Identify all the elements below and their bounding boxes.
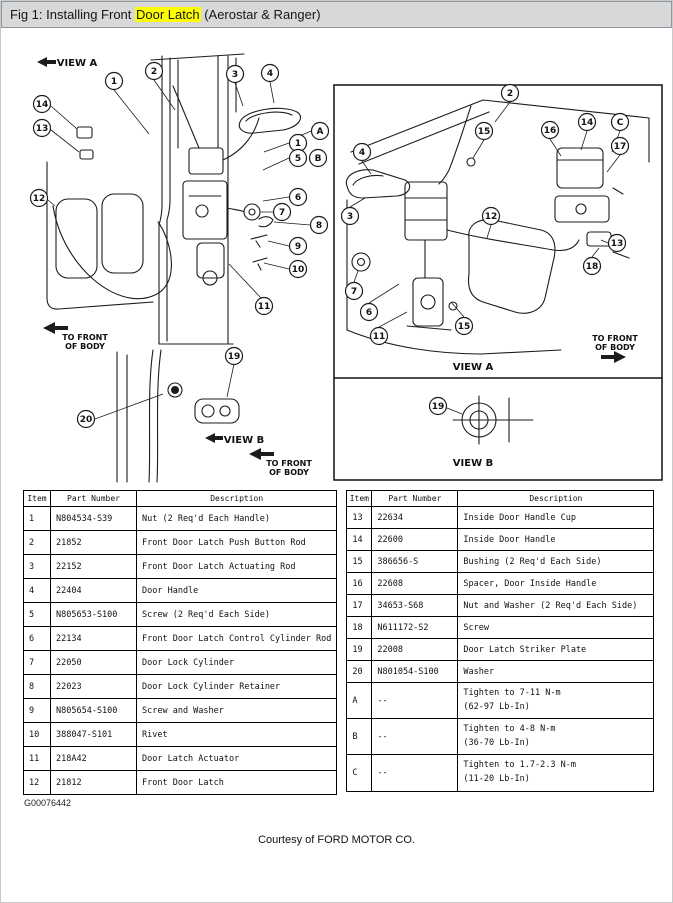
callout-16 [542, 122, 559, 139]
callout-1 [106, 73, 123, 90]
right-view-b-art [453, 396, 533, 444]
table-row [24, 579, 337, 603]
callout-6 [290, 189, 307, 206]
callout-4 [262, 65, 279, 82]
callout-2 [146, 63, 163, 80]
svg-text:12: 12 [484, 212, 498, 222]
desc-line: (62-97 Lb-In) [463, 701, 530, 712]
svg-text:6: 6 [365, 308, 373, 318]
svg-text:5: 5 [294, 154, 302, 164]
item-cell: 10 [24, 723, 51, 747]
svg-text:1: 1 [110, 77, 118, 87]
desc-line: Tighten to 4-8 N-m [463, 724, 556, 735]
table-row [24, 627, 337, 651]
desc-cell: Front Door Latch Actuating Rod [137, 555, 337, 579]
item-header: Item [347, 491, 372, 507]
svg-text:12: 12 [32, 194, 46, 204]
svg-text:17: 17 [613, 142, 627, 152]
callout-13 [34, 120, 51, 137]
svg-text:10: 10 [291, 265, 305, 275]
svg-text:8: 8 [315, 221, 323, 231]
desc-line: (11-20 Lb-In) [463, 773, 530, 784]
parts-table-right [346, 490, 654, 792]
item-cell: 11 [24, 747, 51, 771]
svg-text:14: 14 [580, 118, 594, 128]
table-header-row [347, 491, 654, 507]
svg-text:18: 18 [585, 262, 599, 272]
title-highlight: Door Latch [136, 7, 200, 22]
table-row [24, 747, 337, 771]
svg-text:13: 13 [35, 124, 49, 134]
item-cell: 16 [347, 573, 372, 595]
callout-7 [274, 204, 291, 221]
callout-2 [502, 85, 519, 102]
svg-text:15: 15 [457, 322, 471, 332]
table-row [347, 661, 654, 683]
part-cell: 21852 [51, 531, 137, 555]
desc-cell: Inside Door Handle Cup [458, 507, 654, 529]
item-cell: 6 [24, 627, 51, 651]
svg-text:16: 16 [543, 126, 557, 136]
table-row [24, 555, 337, 579]
to-front-lower-line1: TO FRONT [266, 459, 312, 468]
item-cell: 12 [24, 771, 51, 795]
to-front-right-line2: OF BODY [595, 343, 635, 352]
table-row [24, 651, 337, 675]
callout-19 [226, 348, 243, 365]
table-row [347, 639, 654, 661]
part-cell: 22608 [372, 573, 458, 595]
part-cell: 22023 [51, 675, 137, 699]
callout-12 [483, 208, 500, 225]
callout-20 [78, 411, 95, 428]
callout-17 [612, 138, 629, 155]
svg-text:4: 4 [266, 69, 274, 79]
part-cell: 22634 [372, 507, 458, 529]
part-cell: 22008 [372, 639, 458, 661]
svg-text:11: 11 [257, 302, 271, 312]
table-row [347, 595, 654, 617]
desc-header: Description [137, 491, 337, 507]
part-header: Part Number [372, 491, 458, 507]
svg-text:9: 9 [294, 242, 302, 252]
callout-15 [476, 123, 493, 140]
callout-3 [342, 208, 359, 225]
to-front-left-line1: TO FRONT [62, 333, 108, 342]
table-row [24, 699, 337, 723]
item-cell: 8 [24, 675, 51, 699]
callout-18 [584, 258, 601, 275]
callout-C [612, 114, 629, 131]
desc-header: Description [458, 491, 654, 507]
part-cell: N805653-S100 [51, 603, 137, 627]
to-front-lower-line2: OF BODY [269, 468, 309, 477]
item-cell: A [347, 683, 372, 719]
part-cell: 22050 [51, 651, 137, 675]
part-cell: 22404 [51, 579, 137, 603]
part-cell: 21812 [51, 771, 137, 795]
desc-cell: Door Latch Striker Plate [458, 639, 654, 661]
courtesy-line: Courtesy of FORD MOTOR CO. [258, 834, 415, 846]
callout-B [310, 150, 327, 167]
svg-text:C: C [616, 118, 624, 128]
table-row [24, 603, 337, 627]
item-cell: 9 [24, 699, 51, 723]
table-row [24, 507, 337, 531]
figure-id: G00076442 [24, 798, 72, 808]
callout-19b [430, 398, 447, 415]
item-cell: 19 [347, 639, 372, 661]
callout-4 [354, 144, 371, 161]
table-row [347, 529, 654, 551]
desc-cell: Washer [458, 661, 654, 683]
svg-text:2: 2 [506, 89, 514, 99]
to-front-left-line2: OF BODY [65, 342, 105, 351]
desc-cell [458, 719, 654, 755]
part-cell: -- [372, 683, 458, 719]
item-header: Item [24, 491, 51, 507]
callout-5 [290, 150, 307, 167]
desc-line: (36-70 Lb-In) [463, 737, 530, 748]
to-front-right-line1: TO FRONT [592, 334, 638, 343]
exploded-view-diagram [1, 28, 673, 488]
item-cell: 3 [24, 555, 51, 579]
parts-tables [1, 488, 672, 795]
item-cell: 2 [24, 531, 51, 555]
table-row-torque-c [347, 755, 654, 791]
item-cell: B [347, 719, 372, 755]
item-cell: 14 [347, 529, 372, 551]
svg-text:11: 11 [372, 332, 386, 342]
item-cell: 13 [347, 507, 372, 529]
figure-title [10, 7, 321, 22]
part-cell: 218A42 [51, 747, 137, 771]
table-row-torque-a [347, 683, 654, 719]
part-cell: 22152 [51, 555, 137, 579]
desc-cell: Spacer, Door Inside Handle [458, 573, 654, 595]
title-prefix: Fig 1: Installing Front [10, 7, 135, 22]
part-header: Part Number [51, 491, 137, 507]
table-row [24, 771, 337, 795]
item-cell: 20 [347, 661, 372, 683]
desc-cell: Screw (2 Req'd Each Side) [137, 603, 337, 627]
desc-cell: Front Door Latch Push Button Rod [137, 531, 337, 555]
desc-cell: Door Latch Actuator [137, 747, 337, 771]
striker-bolt-icon [171, 386, 179, 394]
svg-text:3: 3 [346, 212, 354, 222]
table-row [347, 573, 654, 595]
parts-table-left [23, 490, 337, 795]
view-a-arrow-icon [37, 57, 56, 67]
item-cell: 5 [24, 603, 51, 627]
desc-cell: Nut (2 Req'd Each Handle) [137, 507, 337, 531]
desc-cell: Screw [458, 617, 654, 639]
part-cell: N611172-S2 [372, 617, 458, 639]
part-cell: 22600 [372, 529, 458, 551]
svg-text:7: 7 [278, 208, 286, 218]
svg-text:2: 2 [150, 67, 158, 77]
desc-cell: Rivet [137, 723, 337, 747]
striker-view-art [117, 350, 239, 482]
view-b-label-right: VIEW B [452, 458, 494, 469]
desc-cell: Front Door Latch Control Cylinder Rod [137, 627, 337, 651]
table-row [24, 531, 337, 555]
desc-cell [458, 683, 654, 719]
desc-cell: Front Door Latch [137, 771, 337, 795]
callout-8 [311, 217, 328, 234]
item-cell: 18 [347, 617, 372, 639]
desc-cell: Inside Door Handle [458, 529, 654, 551]
svg-text:7: 7 [350, 287, 358, 297]
svg-text:19: 19 [431, 402, 445, 412]
part-cell: 388047-S101 [51, 723, 137, 747]
table-header-row [24, 491, 337, 507]
svg-text:14: 14 [35, 100, 49, 110]
callout-15b [456, 318, 473, 335]
view-b-arrow-icon [205, 433, 223, 443]
view-a-label-right: VIEW A [452, 362, 494, 373]
to-front-arrow-right-icon [601, 351, 626, 363]
table-row [24, 723, 337, 747]
striker-leader-lines [95, 364, 234, 419]
table-row [347, 617, 654, 639]
item-cell: 17 [347, 595, 372, 617]
desc-line: Tighten to 7-11 N-m [463, 688, 561, 698]
desc-cell: Screw and Washer [137, 699, 337, 723]
svg-text:15: 15 [477, 127, 491, 137]
svg-text:19: 19 [227, 352, 241, 362]
callout-14 [34, 96, 51, 113]
figure-title-bar [1, 1, 672, 28]
callout-12 [31, 190, 48, 207]
view-b-leader-line [447, 408, 462, 414]
desc-cell: Nut and Washer (2 Req'd Each Side) [458, 595, 654, 617]
svg-text:3: 3 [231, 70, 239, 80]
callout-6 [361, 304, 378, 321]
callout-11 [371, 328, 388, 345]
part-cell: 22134 [51, 627, 137, 651]
svg-text:13: 13 [610, 239, 624, 249]
right-view-a-art [346, 100, 649, 354]
svg-text:1: 1 [294, 139, 302, 149]
desc-cell [458, 755, 654, 791]
item-cell: 7 [24, 651, 51, 675]
svg-text:6: 6 [294, 193, 302, 203]
table-row [347, 507, 654, 529]
part-cell: -- [372, 719, 458, 755]
item-cell: 15 [347, 551, 372, 573]
callout-3 [227, 66, 244, 83]
desc-cell: Door Handle [137, 579, 337, 603]
part-cell: N804534-S39 [51, 507, 137, 531]
part-cell: N805654-S100 [51, 699, 137, 723]
callout-9 [290, 238, 307, 255]
item-cell: 1 [24, 507, 51, 531]
table-row [24, 675, 337, 699]
svg-text:A: A [316, 127, 324, 137]
part-cell: 34653-S68 [372, 595, 458, 617]
view-a-label-main: VIEW A [56, 58, 98, 69]
callout-A [312, 123, 329, 140]
table-row-torque-b [347, 719, 654, 755]
svg-text:20: 20 [79, 415, 93, 425]
callout-14 [579, 114, 596, 131]
callout-13 [609, 235, 626, 252]
callout-11 [256, 298, 273, 315]
svg-text:B: B [314, 154, 322, 164]
part-cell: 386656-S [372, 551, 458, 573]
table-row [347, 551, 654, 573]
desc-line: Tighten to 1.7-2.3 N-m [463, 760, 576, 771]
item-cell: C [347, 755, 372, 791]
callout-10 [290, 261, 307, 278]
desc-cell: Bushing (2 Req'd Each Side) [458, 551, 654, 573]
desc-cell: Door Lock Cylinder [137, 651, 337, 675]
callout-7 [346, 283, 363, 300]
title-suffix: (Aerostar & Ranger) [200, 7, 321, 22]
part-cell: N801054-S100 [372, 661, 458, 683]
desc-cell: Door Lock Cylinder Retainer [137, 675, 337, 699]
view-b-label-main: VIEW B [223, 435, 265, 446]
item-cell: 4 [24, 579, 51, 603]
part-cell: -- [372, 755, 458, 791]
svg-text:4: 4 [358, 148, 366, 158]
